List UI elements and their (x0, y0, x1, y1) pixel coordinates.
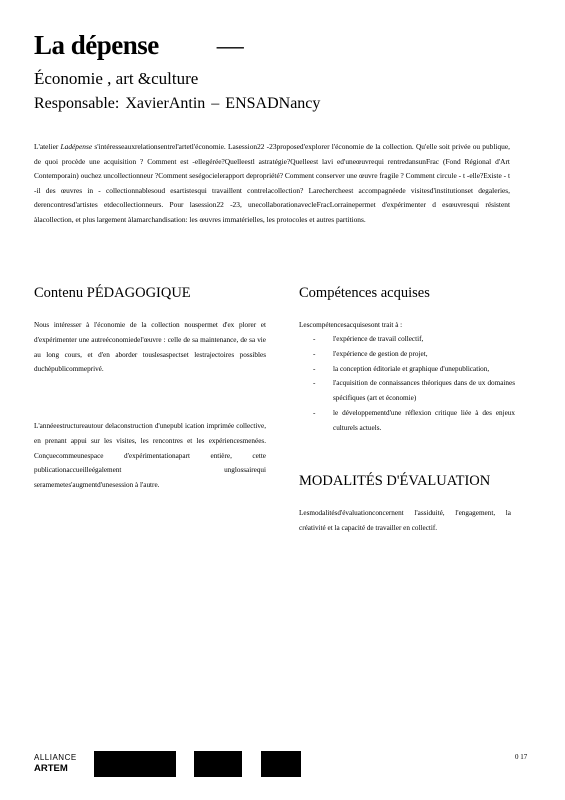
responsable-line: Responsable: XavierAntin – ENSADNancy (34, 95, 321, 112)
redacted-logo-block (94, 751, 176, 777)
page-number: 0 17 (515, 753, 528, 761)
list-item: - l'expérience de travail collectif, (299, 332, 515, 347)
contenu-paragraph-2: L'annéeestructureautour delaconstruction d'unepubl ication imprimée collective, en prenant appui sur les visites, les rencontres et les expériencesmenées. Conçuecommeunespace d'expérimentationapart entière, cette publicationaccueilleégalement unglossairequi seramemetes'augmentd'unesession à l'autre. (34, 422, 266, 490)
list-item: - l'acquisition de connaissances théoriques dans de ux domaines spécifiques (art et économie) (299, 376, 515, 406)
title-text: La dépense (34, 30, 159, 60)
page-subtitle: Économie , art &culture (34, 69, 199, 88)
redacted-logo-block (194, 751, 242, 777)
redacted-logo-block (261, 751, 301, 777)
alliance-artem-logo (34, 752, 77, 774)
intro-text-start: L'atelier (34, 142, 61, 151)
title-dash: — (216, 30, 244, 60)
intro-text-rest: s'intéresseauxrelationsentrel'artetl'économie. Lasession22 -23proposed'explorer l'économie de la collection. Qu'elle soit privée ou publique, de quoi procède une acquisition ? Comment est -ellegérée?Quelleestl astratégie?Quelleest lavi ed'uneœuvrequi rentredansunFrac (Fond Régional d'Art Contemporain) ouchez uncollectionneur ?Comment seségocielerapport depropriété? Comment conserver une œuvre fragile ? Comment circule - t -elle?Existe - t -il des œuvres in - collectionnablesoud esartistesqui travaillent contrelacollection? Larechercheest accompagnéede visitesd'institutionset degaleries, derencontresd'artistes etdecollectionneurs. Pour lasession22 -23, unecollaborationavecleFracLorrainepermet d'expérimenter d esœuvresqui résistent àlacollection, et plus largement àlamarchandisation: les œuvres immatérielles, les protocoles et autres partitions. (34, 142, 511, 224)
contenu-paragraph-1: Nous intéresser à l'économie de la collection nouspermet d'ex plorer et d'expérimenter une autreéconomiedel'œuvre : celle de sa maintenance, de sa vie au long cours, et d'en aborder touslesaspectset lestrajectoires possibles duchèpublicommeprivé. (34, 321, 266, 374)
competences-list (299, 332, 515, 436)
logo-line-2: ARTEM (34, 763, 68, 774)
modalites-heading: MODALITÉS D'ÉVALUATION (299, 473, 491, 489)
intro-paragraph (34, 140, 510, 228)
page-title (34, 30, 243, 61)
contenu-heading: Contenu PÉDAGOGIQUE (34, 285, 191, 301)
list-item: - la conception éditoriale et graphique d'unepublication, (299, 362, 515, 377)
logo-line-1: ALLIANCE (34, 753, 77, 762)
competences-heading: Compétences acquises (299, 285, 430, 301)
modalites-paragraph: Lesmodalitésd'évaluationconcernent l'assiduité, l'engagement, la créativité et la capacité de travailler en collectif. (299, 509, 511, 532)
intro-emphasis: Ladépense (60, 142, 93, 151)
list-item: - l'expérience de gestion de projet, (299, 347, 515, 362)
list-item: - le développementd'une réflexion critique liée à des enjeux culturels actuels. (299, 406, 515, 436)
competences-intro: Lescompétencesacquisesont trait à : (299, 321, 403, 329)
